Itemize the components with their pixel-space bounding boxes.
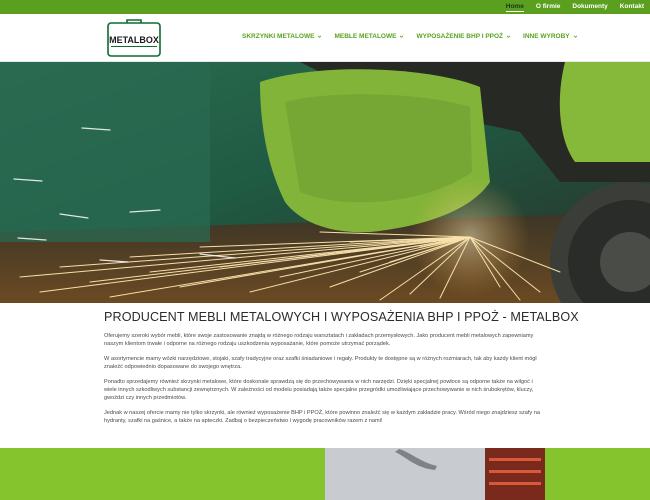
intro-paragraph-1: Oferujemy szeroki wybór mebli, które swoje zastosowanie znajdą w różnego rodzaju warsztatach i zakładach przemysłowych. Jako producent mebli metalowych zapewniamy naszym klientom trwałe i odporne na różnego rodzaju uszkodzenia wyposażanie, które pomoże utrzymać porządek.: [104, 333, 534, 348]
metalbox-logo[interactable]: [107, 18, 161, 57]
nav-label: MEBLE METALOWE: [334, 33, 397, 40]
nav-item-skrzynki-metalowe[interactable]: [242, 33, 322, 40]
chevron-down-icon: [399, 34, 404, 39]
logo-graphic: [107, 18, 161, 57]
top-link-o-firmie[interactable]: O firmie: [535, 3, 561, 10]
bottom-feature-section: [0, 448, 650, 500]
cabinet-photo-illustration: [325, 448, 545, 500]
main-content: [104, 310, 579, 432]
hero-banner-image: [0, 62, 650, 303]
nav-label: SKRZYNKI METALOWE: [242, 33, 315, 40]
chevron-down-icon: [573, 34, 578, 39]
site-header: [0, 14, 650, 62]
top-link-kontakt[interactable]: Kontakt: [619, 3, 644, 10]
top-links: [506, 2, 644, 12]
nav-label: INNE WYROBY: [523, 33, 570, 40]
chevron-down-icon: [506, 34, 511, 39]
chevron-down-icon: [317, 34, 322, 39]
intro-paragraph-2: W asortymencie mamy wózki narzędziowe, stojaki, szafy tradycyjne oraz szafki śniadaniowe i regały. Produkty te dostępne są w różnych rozmiarach, tak aby każdy klient mógł znaleźć odpowiednio dopasowane do swojego wnętrza.: [104, 355, 537, 371]
nav-item-meble-metalowe[interactable]: [334, 33, 404, 40]
top-link-dokumenty[interactable]: Dokumenty: [572, 3, 608, 10]
intro-paragraph-3: Ponadto sprzedajemy również skrzynki metalowe, które doskonale sprawdzą się do przechowywania w nich narzędzi. Dzięki specjalnej powłoce są odporne także na wilgoć i wiele innych szkodliwych substancji zewnętrznych. W zależności od modelu posiadają także specjalne przegródki umożliwiające przechowywanie w nich śrubokrętów, kluczy, gwoździ czy innych przedmiotów.: [104, 378, 534, 402]
nav-item-inne-wyroby[interactable]: [523, 33, 578, 40]
page-title: PRODUCENT MEBLI METALOWYCH I WYPOSAŻENIA BHP I PPOŻ - METALBOX: [104, 310, 579, 324]
top-link-home[interactable]: Home: [505, 3, 524, 10]
main-navigation: [242, 33, 578, 40]
nav-label: WYPOSAŻENIE BHP I PPOŻ: [416, 33, 504, 40]
cabinet-photo: [325, 448, 545, 500]
intro-paragraph-4: Jednak w naszej ofercie mamy nie tylko skrzynki, ale również wyposażenie BHP i PPOŻ, które powinno znaleźć się w każdym zakładzie pracy. Wśród niego znajdziesz szafy na hydranty, szafki na gaśnice, a także na apteczki. Zadbaj o bezpieczeństwo i wygodę pracowników razem z nami!: [104, 409, 540, 425]
hero-sparks-illustration: [0, 62, 650, 303]
logo-text: METALBOX: [109, 35, 159, 45]
nav-item-wyposazenie-bhp[interactable]: [416, 33, 511, 40]
top-utility-bar: [0, 0, 650, 14]
